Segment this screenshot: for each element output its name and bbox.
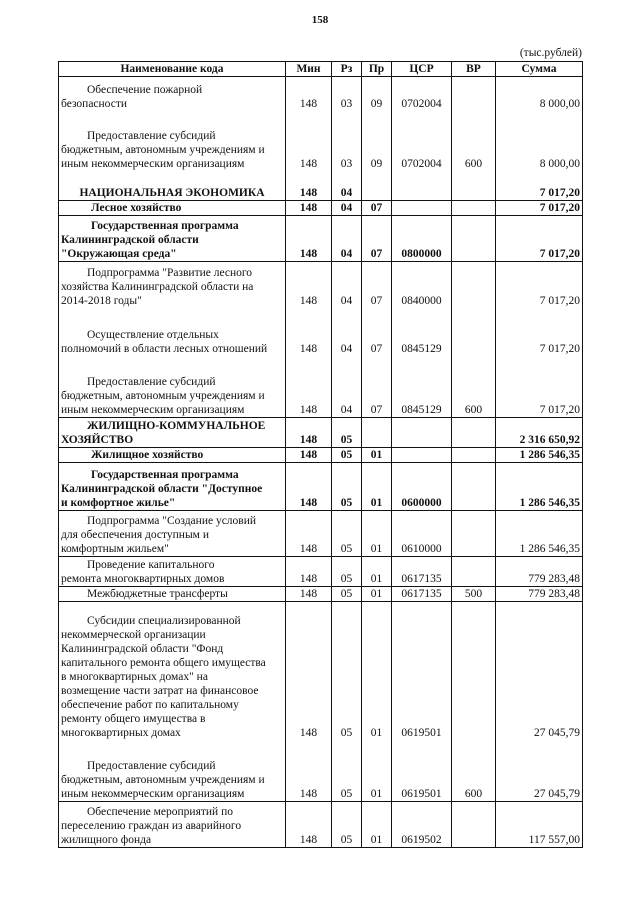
- row-name: [59, 308, 286, 356]
- row-rz: 05: [332, 463, 362, 511]
- row-name: [59, 802, 286, 848]
- row-name-line: для обеспечения доступным и: [61, 529, 209, 541]
- row-sum: 1 286 546,35: [496, 463, 583, 511]
- row-sum: 7 017,20: [496, 262, 583, 308]
- row-name-line: и комфортное жилье": [61, 497, 176, 509]
- header-name: Наименование кода: [59, 62, 286, 77]
- row-rz: 04: [332, 171, 362, 201]
- row-pr: 07: [362, 262, 392, 308]
- row-sum: 7 017,20: [496, 308, 583, 356]
- row-csr: 0845129: [392, 308, 452, 356]
- row-name-line: иным некоммерческим организациям: [61, 788, 245, 800]
- row-sum: 7 017,20: [496, 356, 583, 418]
- row-csr: 0702004: [392, 111, 452, 171]
- row-rz: 04: [332, 356, 362, 418]
- row-name-line: бюджетным, автономным учреждениям и: [61, 774, 265, 786]
- table-row: [59, 740, 583, 802]
- row-pr: [362, 171, 392, 201]
- table-row: [59, 557, 583, 587]
- row-rz: 05: [332, 418, 362, 448]
- row-name-line: НАЦИОНАЛЬНАЯ ЭКОНОМИКА: [79, 187, 265, 199]
- row-sum: 117 557,00: [496, 802, 583, 848]
- row-name-line: ЖИЛИЩНО-КОММУНАЛЬНОЕ: [87, 420, 266, 432]
- row-name-line: Подпрограмма "Развитие лесного: [87, 266, 253, 279]
- row-name: [59, 740, 286, 802]
- row-name: [59, 602, 286, 740]
- table-row: [59, 602, 583, 740]
- row-vr: [452, 171, 496, 201]
- row-rz: 05: [332, 511, 362, 557]
- row-min: 148: [286, 216, 332, 262]
- row-csr: 0619501: [392, 602, 452, 740]
- row-name-line: ремонта многоквартирных домов: [61, 573, 225, 585]
- row-pr: 01: [362, 448, 392, 463]
- row-name-line: многоквартирных домах: [61, 726, 181, 739]
- table-row: [59, 802, 583, 848]
- row-csr: 0800000: [392, 216, 452, 262]
- budget-table: [58, 61, 583, 848]
- table-row: [59, 171, 583, 201]
- row-min: 148: [286, 587, 332, 602]
- row-rz: 04: [332, 201, 362, 216]
- row-rz: 05: [332, 602, 362, 740]
- row-min: 148: [286, 448, 332, 463]
- row-rz: 05: [332, 802, 362, 848]
- row-vr: [452, 448, 496, 463]
- row-min: 148: [286, 740, 332, 802]
- row-name-line: Обеспечение пожарной: [87, 83, 203, 96]
- row-rz: 04: [332, 262, 362, 308]
- table-body: [59, 77, 583, 848]
- row-min: 148: [286, 171, 332, 201]
- row-pr: 09: [362, 111, 392, 171]
- row-name-line: Калининградской области: [61, 234, 199, 246]
- row-vr: [452, 201, 496, 216]
- table-row: [59, 448, 583, 463]
- row-csr: 0610000: [392, 511, 452, 557]
- row-vr: [452, 418, 496, 448]
- table-row: [59, 201, 583, 216]
- row-csr: 0600000: [392, 463, 452, 511]
- row-name-line: полномочий в области лесных отношений: [61, 342, 268, 355]
- row-name-line: Жилищное хозяйство: [91, 449, 204, 461]
- table-row: [59, 418, 583, 448]
- row-name-line: комфортным жильем": [61, 543, 169, 555]
- row-name-line: некоммерческой организации: [61, 628, 206, 641]
- row-sum: 1 286 546,35: [496, 511, 583, 557]
- row-name-line: Подпрограмма "Создание условий: [87, 515, 257, 527]
- units-label: (тыс.рублей): [519, 47, 582, 59]
- row-rz: 05: [332, 740, 362, 802]
- row-sum: 2 316 650,92: [496, 418, 583, 448]
- row-min: 148: [286, 308, 332, 356]
- row-name-line: Государственная программа: [91, 469, 239, 481]
- table-row: [59, 216, 583, 262]
- row-name-line: иным некоммерческим организациям: [61, 404, 245, 416]
- row-min: 148: [286, 602, 332, 740]
- row-rz: 03: [332, 77, 362, 111]
- row-sum: 8 000,00: [496, 77, 583, 111]
- row-name-line: жилищного фонда: [61, 834, 152, 846]
- row-pr: 07: [362, 216, 392, 262]
- row-min: 148: [286, 418, 332, 448]
- row-name-line: Субсидии специализированной: [87, 614, 241, 627]
- row-name: [59, 511, 286, 557]
- row-name-line: обеспечение работ по капитальному: [61, 698, 239, 711]
- row-sum: 779 283,48: [496, 557, 583, 587]
- row-sum: 779 283,48: [496, 587, 583, 602]
- row-name-line: Калининградской области "Доступное: [61, 483, 263, 495]
- row-name-line: Калининградской области "Фонд: [61, 642, 224, 655]
- table-row: [59, 111, 583, 171]
- row-name: [59, 587, 286, 602]
- row-vr: 500: [452, 587, 496, 602]
- row-rz: 05: [332, 448, 362, 463]
- row-name-line: Предоставление субсидий: [87, 760, 216, 772]
- row-name: [59, 448, 286, 463]
- row-vr: [452, 511, 496, 557]
- table-header-row: [59, 62, 583, 77]
- row-csr: 0619502: [392, 802, 452, 848]
- table-row: [59, 511, 583, 557]
- row-pr: 01: [362, 587, 392, 602]
- row-name-line: Проведение капитального: [87, 559, 215, 571]
- row-pr: [362, 418, 392, 448]
- header-min: Мин: [286, 62, 332, 77]
- table-row: [59, 587, 583, 602]
- row-name-line: Обеспечение мероприятий по: [87, 806, 233, 818]
- row-csr: [392, 448, 452, 463]
- row-csr: 0840000: [392, 262, 452, 308]
- row-sum: 8 000,00: [496, 111, 583, 171]
- row-sum: 7 017,20: [496, 171, 583, 201]
- row-pr: 01: [362, 740, 392, 802]
- row-rz: 05: [332, 557, 362, 587]
- row-pr: 07: [362, 308, 392, 356]
- row-vr: 600: [452, 740, 496, 802]
- row-name-line: Лесное хозяйство: [91, 202, 182, 214]
- row-vr: [452, 77, 496, 111]
- row-min: 148: [286, 463, 332, 511]
- row-name-line: ремонту общего имущества в: [61, 712, 206, 725]
- row-name-line: Предоставление субсидий: [87, 129, 216, 142]
- header-pr: Пр: [362, 62, 392, 77]
- row-rz: 05: [332, 587, 362, 602]
- row-sum: 1 286 546,35: [496, 448, 583, 463]
- row-name: [59, 463, 286, 511]
- row-name-line: Государственная программа: [91, 220, 239, 232]
- header-rz: Рз: [332, 62, 362, 77]
- row-vr: [452, 802, 496, 848]
- row-vr: 600: [452, 111, 496, 171]
- row-name-line: Межбюджетные трансферты: [87, 588, 228, 600]
- row-pr: 01: [362, 557, 392, 587]
- row-name: [59, 77, 286, 111]
- row-name: [59, 356, 286, 418]
- row-pr: 07: [362, 356, 392, 418]
- row-name-line: Предоставление субсидий: [87, 376, 216, 388]
- row-min: 148: [286, 77, 332, 111]
- row-name-line: капитального ремонта общего имущества: [61, 656, 266, 669]
- row-name-line: бюджетным, автономным учреждениям и: [61, 143, 265, 156]
- row-sum: 7 017,20: [496, 216, 583, 262]
- row-name-line: Осуществление отдельных: [87, 328, 219, 341]
- table-row: [59, 463, 583, 511]
- row-sum: 27 045,79: [496, 602, 583, 740]
- row-vr: 600: [452, 356, 496, 418]
- row-sum: 7 017,20: [496, 201, 583, 216]
- row-csr: 0845129: [392, 356, 452, 418]
- row-name: [59, 557, 286, 587]
- header-csr: ЦСР: [392, 62, 452, 77]
- row-vr: [452, 216, 496, 262]
- row-sum: 27 045,79: [496, 740, 583, 802]
- table-row: [59, 77, 583, 111]
- row-pr: 01: [362, 511, 392, 557]
- row-name-line: возмещение части затрат на финансовое: [61, 684, 259, 697]
- row-min: 148: [286, 111, 332, 171]
- row-min: 148: [286, 356, 332, 418]
- row-csr: 0702004: [392, 77, 452, 111]
- row-name-line: хозяйства Калининградской области на: [61, 280, 254, 293]
- row-min: 148: [286, 557, 332, 587]
- row-pr: 01: [362, 463, 392, 511]
- row-pr: 01: [362, 602, 392, 740]
- table-row: [59, 262, 583, 308]
- row-csr: 0617135: [392, 587, 452, 602]
- page-number: 158: [311, 14, 329, 26]
- row-pr: 09: [362, 77, 392, 111]
- row-pr: 01: [362, 802, 392, 848]
- row-vr: [452, 308, 496, 356]
- row-name: [59, 111, 286, 171]
- row-name: [59, 262, 286, 308]
- row-name: [59, 201, 286, 216]
- header-sum: Сумма: [496, 62, 583, 77]
- row-name: [59, 418, 286, 448]
- row-csr: 0619501: [392, 740, 452, 802]
- row-name-line: бюджетным, автономным учреждениям и: [61, 390, 265, 402]
- row-name-line: 2014-2018 годы": [61, 294, 142, 307]
- row-name: [59, 171, 286, 201]
- row-vr: [452, 463, 496, 511]
- row-vr: [452, 602, 496, 740]
- table-row: [59, 308, 583, 356]
- row-name-line: безопасности: [61, 97, 128, 110]
- row-name: [59, 216, 286, 262]
- row-csr: [392, 418, 452, 448]
- row-name-line: иным некоммерческим организациям: [61, 157, 245, 170]
- row-min: 148: [286, 262, 332, 308]
- row-name-line: "Окружающая среда": [61, 248, 177, 260]
- row-rz: 03: [332, 111, 362, 171]
- row-vr: [452, 557, 496, 587]
- row-pr: 07: [362, 201, 392, 216]
- row-rz: 04: [332, 216, 362, 262]
- row-min: 148: [286, 802, 332, 848]
- row-vr: [452, 262, 496, 308]
- header-vr: ВР: [452, 62, 496, 77]
- row-rz: 04: [332, 308, 362, 356]
- row-name-line: переселению граждан из аварийного: [61, 820, 242, 832]
- row-name-line: ХОЗЯЙСТВО: [61, 434, 134, 446]
- row-name-line: в многоквартирных домах" на: [61, 670, 208, 683]
- row-min: 148: [286, 511, 332, 557]
- row-csr: [392, 171, 452, 201]
- table-row: [59, 356, 583, 418]
- row-csr: 0617135: [392, 557, 452, 587]
- row-csr: [392, 201, 452, 216]
- row-min: 148: [286, 201, 332, 216]
